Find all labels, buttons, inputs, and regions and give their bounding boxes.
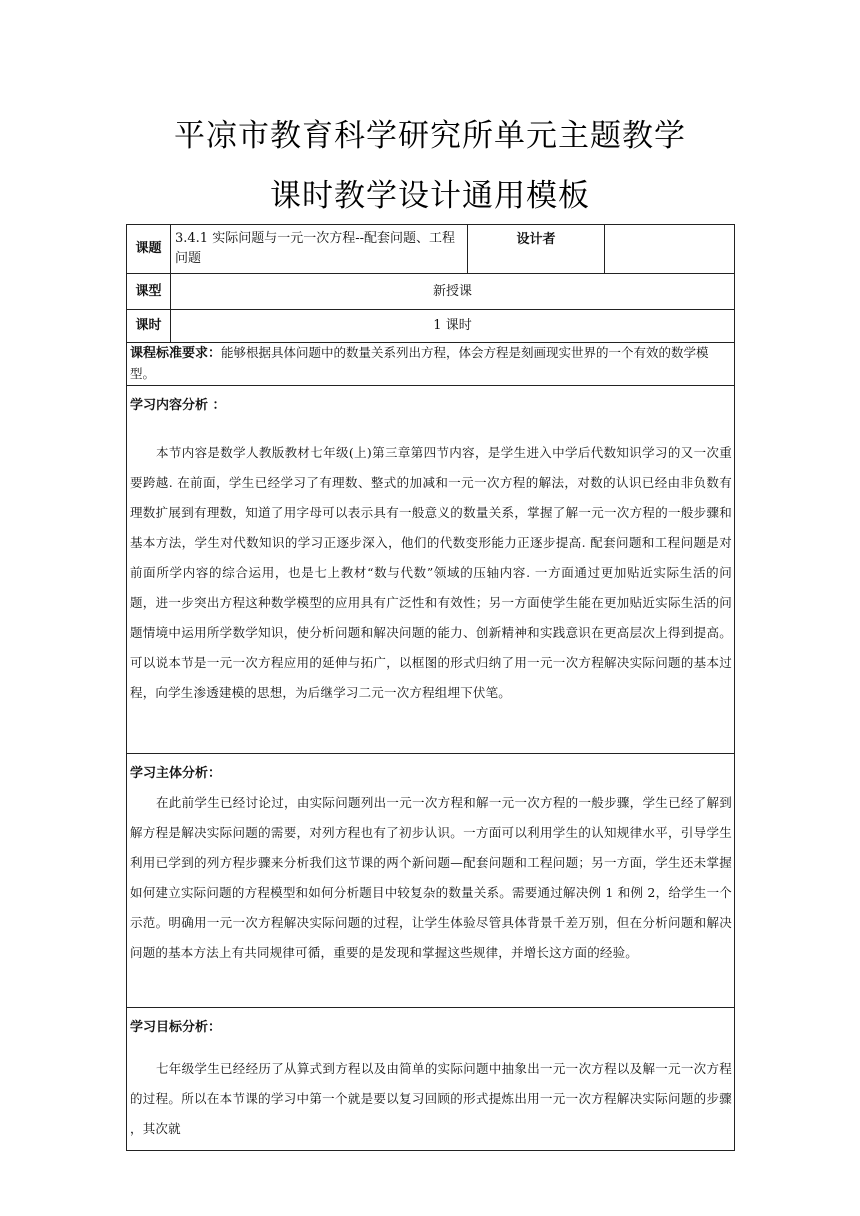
document-title-line1: 平凉市教育科学研究所单元主题教学 — [174, 118, 686, 154]
content-analysis-cell — [127, 386, 735, 754]
topic-label: 课题 — [127, 225, 171, 274]
goal-analysis-label: 学习目标分析： — [130, 1020, 222, 1035]
subject-analysis-cell — [127, 754, 735, 1008]
goal-analysis-cell — [127, 1008, 735, 1151]
type-label: 课型 — [127, 274, 171, 310]
topic-value: 3.4.1 实际问题与一元一次方程--配套问题、工程问题 — [171, 225, 468, 274]
hours-value: 1 课时 — [171, 310, 735, 343]
goal-analysis-row — [127, 1008, 735, 1151]
standard-row — [127, 343, 735, 386]
designer-value — [605, 225, 735, 274]
standard-text: 能够根据具体问题中的数量关系列出方程，体会方程是刻画现实世界的一个有效的数学模型。 — [130, 345, 709, 381]
content-analysis-text: 本节内容是数学人教版教材七年级(上)第三章第四节内容，是学生进入中学后代数知识学习的又一次重要跨越. 在前面，学生已经学习了有理数、整式的加减和一元一次方程的解法，对数的认识已经由非负数有理数扩展到有理数，知道了用字母可以表示具有一般意义的数量关系，掌握了解一元一次方程的一般步骤和基本方法，学生对代数知识的学习正逐步深入，他们的代数变形能力正逐步提高. 配套问题和工程问题是对前面所学内容的综合运用，也是七上教材“数与代数”领域的压轴内容. 一方面通过更加贴近实际生活的问题，进一步突出方程这种数学模型的应用具有广泛性和有效性；另一方面使学生能在更加贴近实际生活的问题情境中运用所学数学知识，使分析问题和解决问题的能力、创新精神和实践意识在更高层次上得到提高。可以说本节是一元一次方程应用的延伸与拓广，以框图的形式归纳了用一元一次方程解决实际问题的基本过程，向学生渗透建模的思想，为后继学习二元一次方程组埋下伏笔。 — [130, 445, 732, 700]
subject-analysis-label: 学习主体分析： — [130, 766, 222, 781]
standard-label: 课程标准要求： — [130, 346, 222, 361]
type-row — [127, 274, 735, 310]
subject-analysis-text: 在此前学生已经讨论过，由实际问题列出一元一次方程和解一元一次方程的一般步骤，学生已经了解到解方程是解决实际问题的需要，对列方程也有了初步认识。一方面可以利用学生的认知规律水平，引导学生利用已学到的列方程步骤来分析我们这节课的两个新问题—配套问题和工程问题；另一方面，学生还未掌握如何建立实际问题的方程模型和如何分析题目中较复杂的数量关系。需要通过解决例 1 和例 2，给学生一个示范。明确用一元一次方程解决实际问题的过程，让学生体验尽管具体背景千差万别，但在分析问题和解决问题的基本方法上有共同规律可循，重要的是发现和掌握这些规律，并增长这方面的经验。 — [130, 795, 732, 960]
content-analysis-label: 学习内容分析 ： — [130, 398, 226, 413]
subject-analysis-row — [127, 754, 735, 1008]
document-title-line2: 课时教学设计通用模板 — [270, 178, 590, 214]
goal-analysis-text: 七年级学生已经经历了从算式到方程以及由简单的实际问题中抽象出一元一次方程以及解一元一次方程的过程。所以在本节课的学习中第一个就是要以复习回顾的形式提炼出用一元一次方程解决实际问题的步骤 ，其次就 — [130, 1061, 732, 1136]
type-value: 新授课 — [171, 274, 735, 310]
content-analysis-row — [127, 386, 735, 754]
topic-row — [127, 225, 735, 274]
standard-cell — [127, 343, 735, 386]
lesson-design-table — [126, 224, 735, 1151]
designer-label: 设计者 — [468, 225, 605, 274]
hours-label: 课时 — [127, 310, 171, 343]
hours-row — [127, 310, 735, 343]
